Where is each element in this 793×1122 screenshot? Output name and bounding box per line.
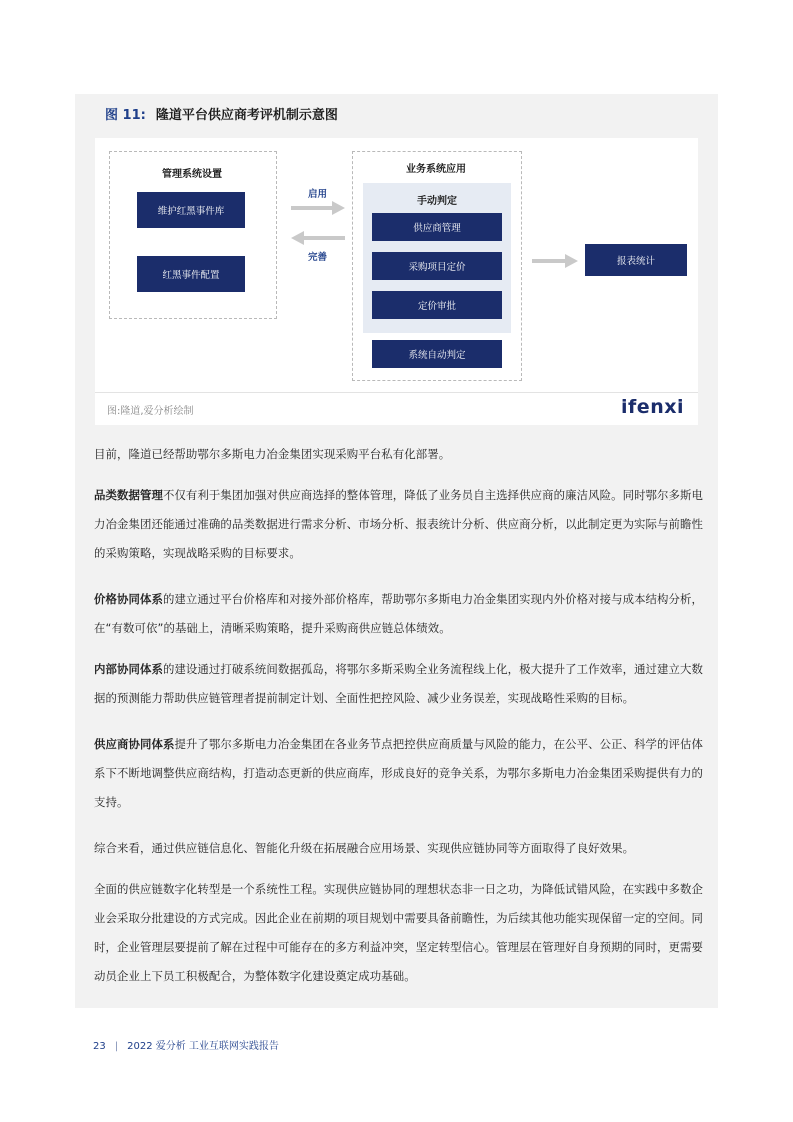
figure-source: 图:隆道,爱分析绘制 <box>107 406 194 417</box>
arrow-to-report-icon <box>531 253 579 269</box>
paragraph-summary <box>94 834 704 863</box>
paragraph-lead: 内部协同体系 <box>94 662 163 676</box>
paragraph-intro <box>94 440 704 469</box>
biz-item-pricing: 采购项目定价 <box>372 252 502 280</box>
manual-judgement-label: 手动判定 <box>417 196 457 207</box>
figure-title-text: 隆道平台供应商考评机制示意图 <box>155 108 338 123</box>
footer-text: 2022 爱分析 工业互联网实践报告 <box>127 1041 279 1052</box>
mgmt-item-maintain: 维护红黑事件库 <box>137 192 245 228</box>
paragraph-price-system <box>94 585 704 643</box>
paragraph-text: 不仅有利于集团加强对供应商选择的整体管理，降低了业务员自主选择供应商的廉洁风险。同时鄂尔多斯电力冶金集团还能通过准确的品类数据进行需求分析、市场分析、报表统计分析、供应商分析，以此制定更为实际与前瞻性的采购策略，实现战略采购的目标要求。 <box>94 488 704 560</box>
report-box: 报表统计 <box>585 244 687 276</box>
paragraph-text: 综合来看，通过供应链信息化、智能化升级在拓展融合应用场景、实现供应链协同等方面取得了良好效果。 <box>94 841 635 855</box>
footer-separator: | <box>114 1041 119 1052</box>
paragraph-text: 的建设通过打破系统间数据孤岛，将鄂尔多斯采购全业务流程线上化，极大提升了工作效率，通过建立大数据的预测能力帮助供应链管理者提前制定计划、全面性把控风险、减少业务误差，实现战略性采购的目标。 <box>94 662 704 705</box>
biz-item-auto-judgement: 系统自动判定 <box>372 340 502 368</box>
figure-footer <box>95 392 698 425</box>
paragraph-transformation <box>94 875 704 991</box>
ifenxi-logo: ifenxi <box>621 396 684 418</box>
arrow-label-enable: 启用 <box>308 189 328 200</box>
mgmt-item-config: 红黑事件配置 <box>137 256 245 292</box>
page-number: 23 <box>93 1041 106 1052</box>
paragraph-text: 全面的供应链数字化转型是一个系统性工程。实现供应链协同的理想状态非一日之功，为降低试错风险，在实践中多数企业会采取分批建设的方式完成。因此企业在前期的项目规划中需要具备前瞻性，为后续其他功能实现保留一定的空间。同时，企业管理层要提前了解在过程中可能存在的多方利益冲突，坚定转型信心。管理层在管理好自身预期的同时，更需要动员企业上下员工积极配合，为整体数字化建设奠定成功基础。 <box>94 882 704 983</box>
paragraph-lead: 价格协同体系 <box>94 592 163 606</box>
arrow-left-icon <box>290 230 346 246</box>
mgmt-group-label: 管理系统设置 <box>162 169 222 180</box>
paragraph-text: 的建立通过平台价格库和对接外部价格库，帮助鄂尔多斯电力冶金集团实现内外价格对接与成本结构分析，在“有数可依”的基础上，清晰采购策略，提升采购商供应链总体绩效。 <box>94 592 704 635</box>
figure-title <box>105 104 338 123</box>
figure-number: 图 11: <box>105 108 146 123</box>
paragraph-lead: 供应商协同体系 <box>94 737 175 751</box>
content-panel <box>75 94 718 1008</box>
page-footer <box>93 1037 279 1052</box>
arrow-label-improve: 完善 <box>308 252 328 263</box>
paragraph-category-data <box>94 481 704 568</box>
arrow-right-icon <box>290 200 346 216</box>
biz-item-supplier-mgmt: 供应商管理 <box>372 213 502 241</box>
paragraph-internal-system <box>94 655 704 713</box>
paragraph-text: 提升了鄂尔多斯电力冶金集团在各业务节点把控供应商质量与风险的能力，在公平、公正、科学的评估体系下不断地调整供应商结构，打造动态更新的供应商库，形成良好的竞争关系，为鄂尔多斯电力冶金集团采购提供有力的支持。 <box>94 737 704 809</box>
biz-item-price-approval: 定价审批 <box>372 291 502 319</box>
diagram <box>95 138 698 392</box>
paragraph-text: 目前，隆道已经帮助鄂尔多斯电力冶金集团实现采购平台私有化部署。 <box>94 447 451 461</box>
biz-group-label: 业务系统应用 <box>406 164 466 175</box>
paragraph-supplier-system <box>94 730 704 817</box>
paragraph-lead: 品类数据管理 <box>94 488 163 502</box>
